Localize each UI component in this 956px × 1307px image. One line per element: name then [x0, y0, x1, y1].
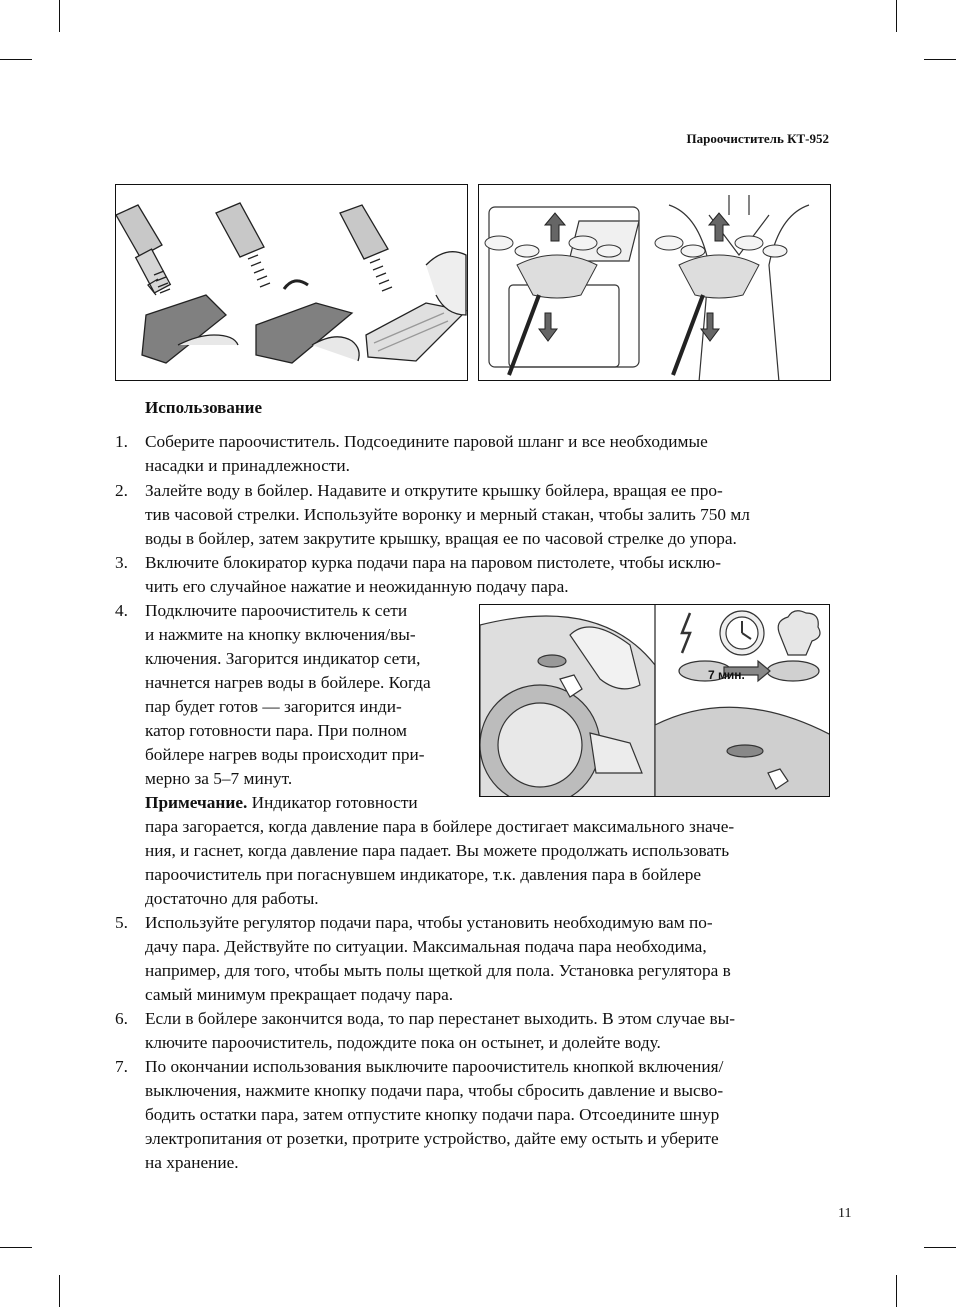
crop-mark [896, 0, 897, 32]
crop-mark [924, 59, 956, 60]
crop-mark [0, 1247, 32, 1248]
note-text: Индикатор готовности [247, 793, 418, 812]
step-number: 1. [115, 432, 128, 451]
step-line: ключите пароочиститель, подождите пока он остынет, и долейте воду. [145, 1033, 661, 1052]
note-line [145, 791, 418, 815]
step-number: 2. [115, 481, 128, 500]
step-line: ключения. Загорится индикатор сети, [145, 649, 421, 668]
section-heading: Использование [145, 398, 262, 417]
step-number: 3. [115, 553, 128, 572]
step-line: самый минимум прекращает подачу пара. [145, 985, 454, 1004]
step-line: Соберите пароочиститель. Подсоедините паровой шланг и все необходимые [145, 432, 708, 451]
step-line: чить его случайное нажатие и неожиданную подачу пара. [145, 577, 569, 596]
step-line: насадки и принадлежности. [145, 456, 350, 475]
step-line: и нажмите на кнопку включения/вы- [145, 625, 416, 644]
step-line: начнется нагрев воды в бойлере. Когда [145, 673, 431, 692]
step-line: Подключите пароочиститель к сети [145, 601, 408, 620]
step-number: 4. [115, 601, 128, 620]
crop-mark [0, 59, 32, 60]
step-line: Если в бойлере закончится вода, то пар перестанет выходить. В этом случае вы- [145, 1009, 736, 1028]
crop-mark [59, 0, 60, 32]
step-line: Включите блокиратор курка подачи пара на паровом пистолете, чтобы исклю- [145, 553, 721, 572]
step-line: бодить остатки пара, затем отпустите кнопку подачи пара. Отсоедините шнур [145, 1105, 720, 1124]
step-line: на хранение. [145, 1153, 239, 1172]
step-line: Залейте воду в бойлер. Надавите и открутите крышку бойлера, вращая ее про- [145, 481, 723, 500]
figure-power-indicator [479, 604, 830, 797]
step-line: бойлере нагрев воды происходит при- [145, 745, 425, 764]
step-line: воды в бойлер, затем закрутите крышку, вращая ее по часовой стрелке до упора. [145, 529, 737, 548]
note-line: достаточно для работы. [145, 889, 319, 908]
timer-label: 7 мин. [708, 668, 745, 682]
step-number: 6. [115, 1009, 128, 1028]
step-line: катор готовности пара. При полном [145, 721, 407, 740]
step-line: электропитания от розетки, протрите устройство, дайте ему остыть и уберите [145, 1129, 719, 1148]
step-line: пар будет готов — загорится инди- [145, 697, 402, 716]
step-number: 7. [115, 1057, 128, 1076]
note-line: пара загорается, когда давление пара в бойлере достигает максимального значе- [145, 817, 735, 836]
step-line: например, для того, чтобы мыть полы щеткой для пола. Установка регулятора в [145, 961, 731, 980]
step-line: тив часовой стрелки. Используйте воронку и мерный стакан, чтобы залить 750 мл [145, 505, 750, 524]
step-line: мерно за 5–7 минут. [145, 769, 293, 788]
page-header-title: Пароочиститель КТ-952 [686, 131, 829, 146]
step-number: 5. [115, 913, 128, 932]
figure-nozzle-assembly [115, 184, 468, 381]
page-number: 11 [838, 1206, 852, 1221]
step-line: Используйте регулятор подачи пара, чтобы установить необходимую вам по- [145, 913, 713, 932]
crop-mark [896, 1275, 897, 1307]
step-line: По окончании использования выключите пароочиститель кнопкой включения/ [145, 1057, 724, 1076]
crop-mark [924, 1247, 956, 1248]
step-line: дачу пара. Действуйте по ситуации. Максимальная подача пара необходима, [145, 937, 707, 956]
step-line: выключения, нажмите кнопку подачи пара, чтобы сбросить давление и высво- [145, 1081, 724, 1100]
crop-mark [59, 1275, 60, 1307]
note-line: ния, и гаснет, когда давление пара падает. Вы можете продолжать использовать [145, 841, 730, 860]
note-label: Примечание. [145, 793, 248, 812]
figure-garment-steaming [478, 184, 831, 381]
note-line: пароочиститель при погаснувшем индикаторе, т.к. давления пара в бойлере [145, 865, 702, 884]
